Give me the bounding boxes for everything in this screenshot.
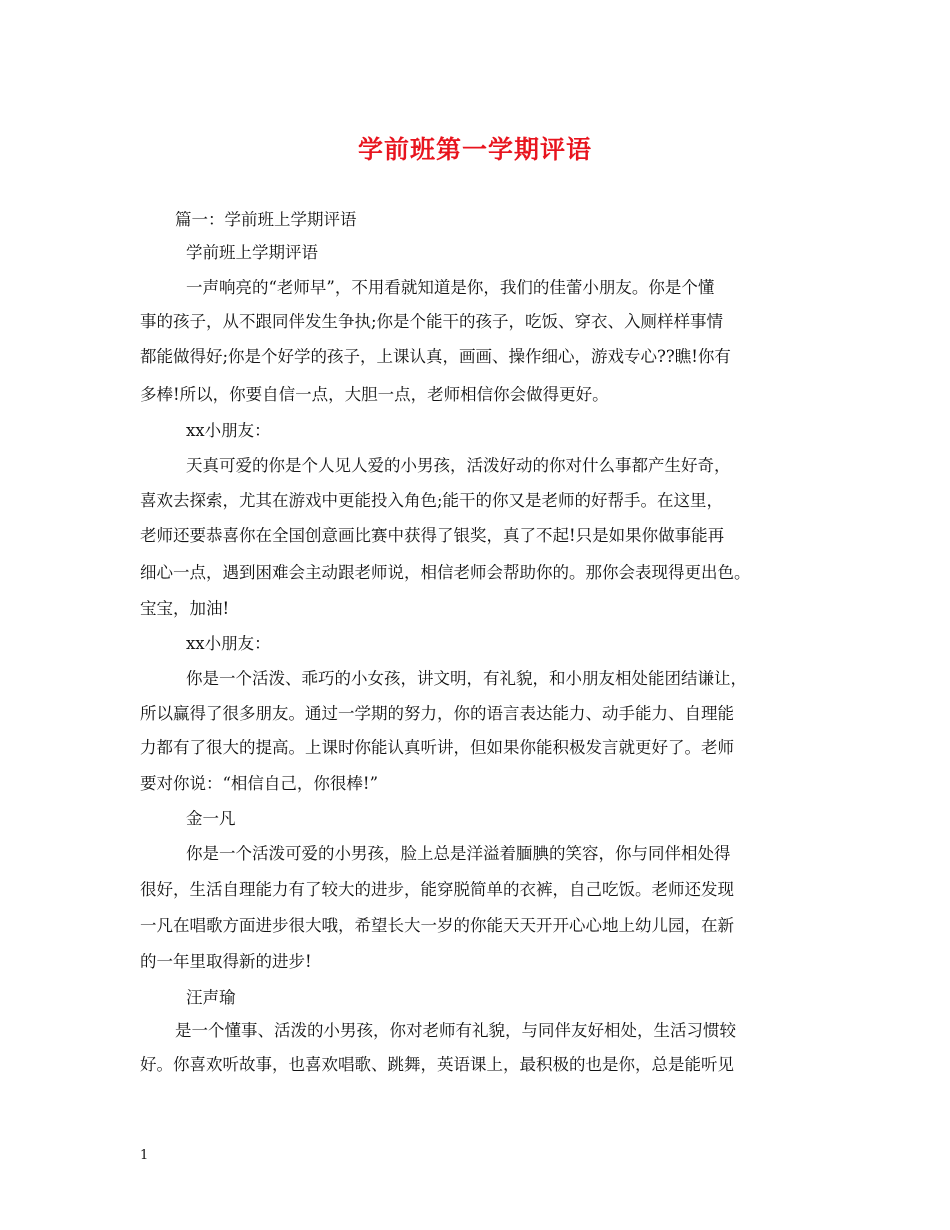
paragraph-line: 好。你喜欢听故事，也喜欢唱歌、跳舞，英语课上，最积极的也是你，总是能听见 — [140, 1055, 734, 1074]
paragraph-line: 老师还要恭喜你在全国创意画比赛中获得了银奖，真了不起!只是如果你做事能再 — [140, 526, 725, 545]
child-name: xx小朋友： — [186, 421, 271, 440]
paragraph-line: 多棒!所以，你要自信一点，大胆一点，老师相信你会做得更好。 — [140, 385, 609, 404]
paragraph-line: 事的孩子，从不跟同伴发生争执;你是个能干的孩子，吃饭、穿衣、入厕样样事情 — [140, 312, 724, 331]
paragraph-line: 一声响亮的“老师早”，不用看就知道是你，我们的佳蕾小朋友。你是个懂 — [186, 278, 715, 297]
paragraph-line: 所以赢得了很多朋友。通过一学期的努力，你的语言表达能力、动手能力、自理能 — [140, 704, 734, 723]
paragraph-line: 很好，生活自理能力有了较大的进步，能穿脱简单的衣裤，自己吃饭。老师还发现 — [140, 880, 734, 899]
child-name: 金一凡 — [186, 809, 236, 828]
document-title: 学前班第一学期评语 — [357, 135, 592, 164]
paragraph-line: 力都有了很大的提高。上课时你能认真听讲，但如果你能积极发言就更好了。老师 — [140, 738, 734, 757]
paragraph-line: 一凡在唱歌方面进步很大哦，希望长大一岁的你能天天开开心心地上幼儿园，在新 — [140, 916, 734, 935]
paragraph-line: 要对你说：“相信自己，你很棒!” — [140, 774, 379, 793]
subsection-heading: 学前班上学期评语 — [186, 243, 318, 262]
page-number: 1 — [140, 1148, 149, 1163]
paragraph-line: 你是一个活泼、乖巧的小女孩，讲文明，有礼貌，和小朋友相处能团结谦让， — [186, 669, 747, 688]
child-name: 汪声瑜 — [186, 988, 236, 1007]
child-name: xx小朋友： — [186, 634, 271, 653]
paragraph-line: 细心一点，遇到困难会主动跟老师说，相信老师会帮助你的。那你会表现得更出色。 — [140, 563, 751, 582]
paragraph-line: 你是一个活泼可爱的小男孩，脸上总是洋溢着腼腆的笑容，你与同伴相处得 — [186, 844, 731, 863]
paragraph-line: 的一年里取得新的进步! — [140, 952, 312, 971]
paragraph-line: 是一个懂事、活泼的小男孩，你对老师有礼貌，与同伴友好相处，生活习惯较 — [175, 1021, 736, 1040]
paragraph-line: 天真可爱的你是个人见人爱的小男孩，活泼好动的你对什么事都产生好奇， — [186, 456, 731, 475]
paragraph-line: 喜欢去探索，尤其在游戏中更能投入角色;能干的你又是老师的好帮手。在这里， — [140, 491, 724, 510]
paragraph-line: 都能做得好;你是个好学的孩子，上课认真，画画、操作细心，游戏专心??瞧!你有 — [140, 347, 731, 366]
section-heading: 篇一：学前班上学期评语 — [175, 210, 357, 229]
paragraph-line: 宝宝，加油! — [140, 599, 230, 618]
